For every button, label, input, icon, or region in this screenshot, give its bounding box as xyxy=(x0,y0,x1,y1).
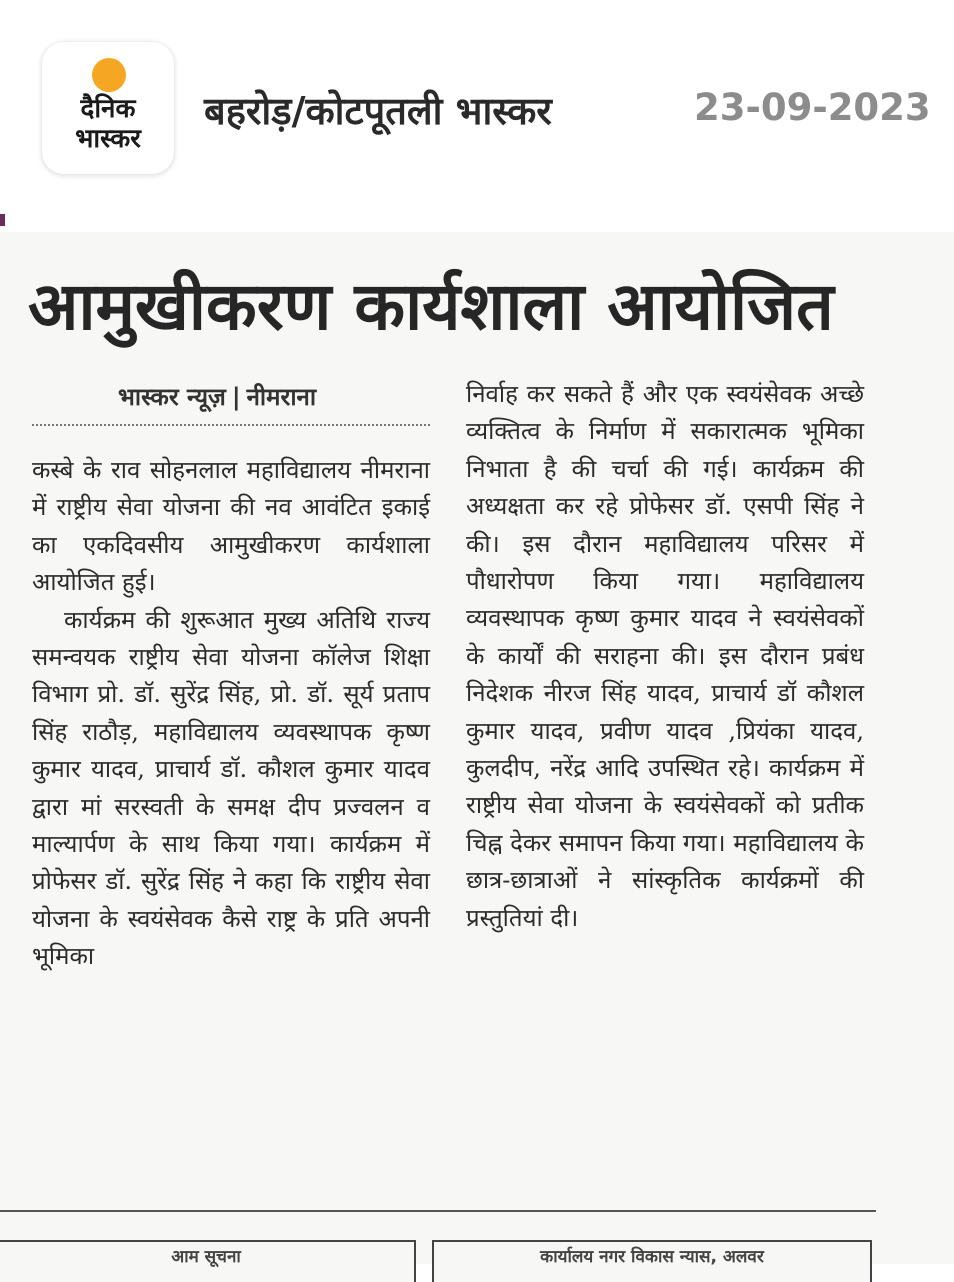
article-headline: आमुखीकरण कार्यशाला आयोजित xyxy=(28,268,834,345)
edition-title: बहरोड़/कोटपूतली भास्कर xyxy=(204,89,552,133)
app-header xyxy=(0,0,954,200)
notice-box-left-title: आम सूचना xyxy=(171,1247,241,1267)
notice-box-right-title: कार्यालय नगर विकास न्यास, अलवर xyxy=(540,1247,764,1267)
edition-date: 23-09-2023 xyxy=(694,86,931,129)
article-paragraph: निर्वाह कर सकते हैं और एक स्वयंसेवक अच्छे व्यक्तित्व के निर्माण में सकारात्मक भूमिका निभाता है की चर्चा की गई। कार्यक्रम की अध्यक्षता कर रहे प्रोफेसर डॉ. एसपी सिंह ने की। इस दौरान महाविद्यालय परिसर में पौधारोपण किया गया। महाविद्यालय व्यवस्थापक कृष्ण कुमार यादव ने स्वयंसेवकों के कार्यों की सराहना की। इस दौरान प्रबंध निदेशक नीरज सिंह यादव, प्राचार्य डॉ कौशल कुमार यादव, प्रवीण यादव ,प्रियंका यादव, कुलदीप, नरेंद्र आदि उपस्थित रहे। कार्यक्रम में राष्ट्रीय सेवा योजना के स्वयंसेवकों को प्रतीक चिह्न देकर समापन किया गया। महाविद्यालय के छात्र-छात्राओं ने सांस्कृतिक कार्यक्रमों की प्रस्तुतियां दी। xyxy=(466,380,864,932)
logo-text-line2: भास्कर xyxy=(75,124,141,154)
article-paragraph: कस्बे के राव सोहनलाल महाविद्यालय नीमराना में राष्ट्रीय सेवा योजना की नव आवंटित इकाई का एकदिवसीय आमुखीकरण कार्यशाला आयोजित हुई। xyxy=(32,456,430,597)
newspaper-logo[interactable] xyxy=(42,42,174,174)
logo-text-line1: दैनिक xyxy=(80,94,136,124)
article-column-left xyxy=(32,452,430,976)
sun-icon xyxy=(92,58,126,92)
byline-separator: | xyxy=(231,383,241,411)
byline-source: भास्कर न्यूज़ xyxy=(118,383,226,411)
article-column-right xyxy=(466,376,864,937)
byline-divider xyxy=(32,424,430,426)
article-bottom-divider xyxy=(0,1210,876,1212)
byline xyxy=(118,380,316,413)
article-paragraph: कार्यक्रम की शुरूआत मुख्य अतिथि राज्य समन्वयक राष्ट्रीय सेवा योजना कॉलेज शिक्षा विभाग प्रो. डॉ. सुरेंद्र सिंह, प्रो. डॉ. सूर्य प्रताप सिंह राठौड़, महाविद्यालय व्यवस्थापक कृष्ण कुमार यादव, प्राचार्य डॉ. कौशल कुमार यादव द्वारा मां सरस्वती के समक्ष दीप प्रज्वलन व माल्यार्पण के साथ किया गया। कार्यक्रम में प्रोफेसर डॉ. सुरेंद्र सिंह ने कहा कि राष्ट्रीय सेवा योजना के स्वयंसेवक कैसे राष्ट्र के प्रति अपनी भूमिका xyxy=(32,605,430,971)
notice-box-left xyxy=(0,1240,416,1282)
byline-place: नीमराना xyxy=(246,383,317,411)
notice-box-right xyxy=(432,1240,872,1282)
clip-marker xyxy=(0,214,5,226)
